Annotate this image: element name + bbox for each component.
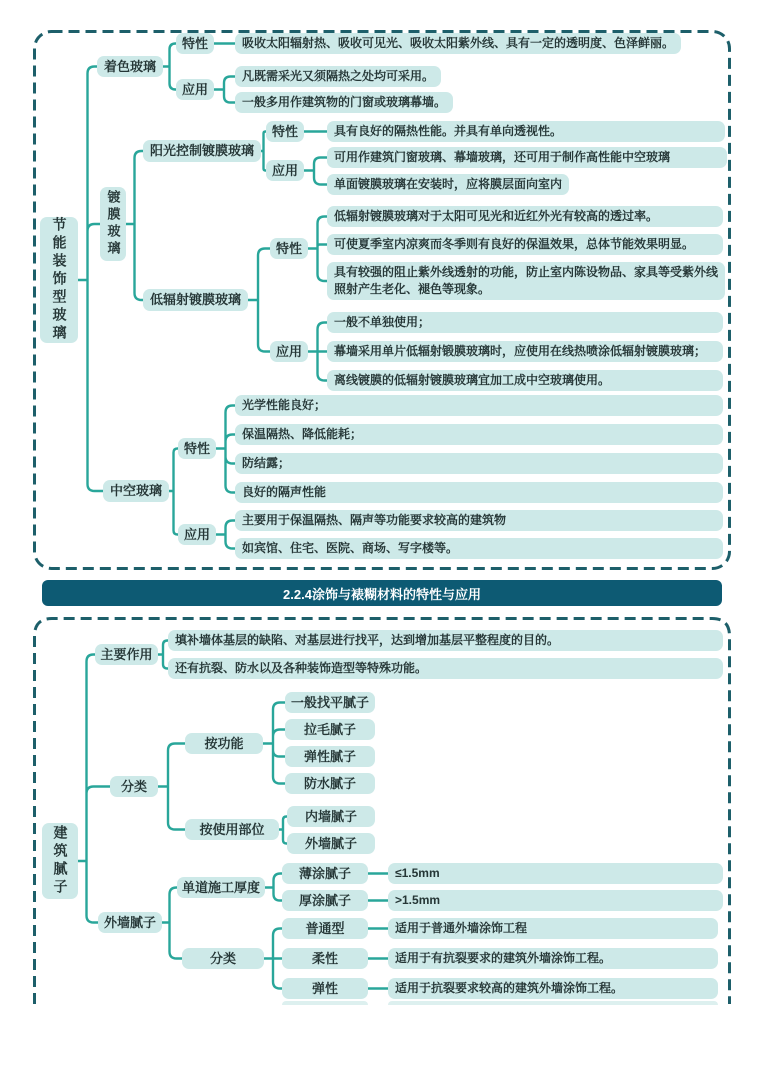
leaf-insulating-feature-3: 防结露； <box>235 453 723 474</box>
leaf-main-function-2: 还有抗裂、防水以及各种装饰造型等特殊功能。 <box>168 658 723 679</box>
leaf-flexible-type-usage: 适用于有抗裂要求的建筑外墙涂饰工程。 <box>388 948 718 969</box>
leaf-insulating-application-2: 如宾馆、住宅、医院、商场、写字楼等。 <box>235 538 723 559</box>
node-features-label: 特性 <box>178 438 216 459</box>
cutoff-node-partial <box>388 1001 718 1005</box>
node-elastic-type: 弹性 <box>282 978 368 999</box>
node-classification: 分类 <box>110 776 158 797</box>
leaf-low-e-application-1: 一般不单独使用； <box>327 312 723 333</box>
leaf-thin-coat-thickness: ≤1.5mm <box>388 863 723 884</box>
leaf-exterior-wall-putty: 外墙腻子 <box>287 833 375 854</box>
leaf-main-function-1: 填补墙体基层的缺陷、对基层进行找平，达到增加基层平整程度的目的。 <box>168 630 723 651</box>
node-application-label: 应用 <box>270 341 308 362</box>
leaf-ordinary-type-usage: 适用于普通外墙涂饰工程 <box>388 918 718 939</box>
leaf-thick-coat-thickness: >1.5mm <box>388 890 723 911</box>
node-coated-glass: 镀膜玻璃 <box>100 187 126 261</box>
node-by-function: 按功能 <box>185 733 263 754</box>
node-features-label: 特性 <box>270 238 308 259</box>
leaf-insulating-feature-4: 良好的隔声性能 <box>235 482 723 503</box>
leaf-interior-wall-putty: 内墙腻子 <box>287 806 375 827</box>
node-ordinary-type: 普通型 <box>282 918 368 939</box>
leaf-insulating-feature-2: 保温隔热、降低能耗； <box>235 424 723 445</box>
node-application-label: 应用 <box>178 524 216 545</box>
node-solar-control-coated-glass: 阳光控制镀膜玻璃 <box>143 140 261 162</box>
node-single-pass-thickness: 单道施工厚度 <box>177 877 265 898</box>
node-insulating-glass: 中空玻璃 <box>103 480 169 502</box>
node-exterior-wall-putty: 外墙腻子 <box>98 912 162 933</box>
node-tinted-glass: 着色玻璃 <box>97 56 163 77</box>
node-features-label: 特性 <box>266 121 304 142</box>
section-banner-title: 2.2.4涂饰与裱糊材料的特性与应用 <box>42 580 722 606</box>
leaf-low-e-feature-3: 具有较强的阻止紫外线透射的功能，防止室内陈设物品、家具等受紫外线照射产生老化、褪色等现象。 <box>327 262 725 300</box>
node-application-label: 应用 <box>266 160 304 181</box>
leaf-waterproof-putty: 防水腻子 <box>285 773 375 794</box>
leaf-tinted-glass-feature: 吸收太阳辐射热、吸收可见光、吸收太阳紫外线、具有一定的透明度、色泽鲜丽。 <box>235 33 681 54</box>
node-application-label: 应用 <box>176 79 214 100</box>
leaf-low-e-feature-2: 可使夏季室内凉爽而冬季则有良好的保温效果，总体节能效果明显。 <box>327 234 723 255</box>
leaf-elastic-type-usage: 适用于抗裂要求较高的建筑外墙涂饰工程。 <box>388 978 718 999</box>
leaf-tinted-glass-application-1: 凡既需采光又须隔热之处均可采用。 <box>235 66 441 87</box>
leaf-tinted-glass-application-2: 一般多用作建筑物的门窗或玻璃幕墙。 <box>235 92 453 113</box>
leaf-low-e-feature-1: 低辐射镀膜玻璃对于太阳可见光和近红外光有较高的透过率。 <box>327 206 723 227</box>
node-root-building-putty: 建筑腻子 <box>42 823 78 899</box>
leaf-insulating-application-1: 主要用于保温隔热、隔声等功能要求较高的建筑物 <box>235 510 723 531</box>
leaf-solar-control-application-1: 可用作建筑门窗玻璃、幕墙玻璃，还可用于制作高性能中空玻璃 <box>327 147 727 168</box>
leaf-textured-putty: 拉毛腻子 <box>285 719 375 740</box>
leaf-solar-control-application-2: 单面镀膜玻璃在安装时，应将膜层面向室内 <box>327 174 569 195</box>
node-exterior-classification: 分类 <box>182 948 264 969</box>
node-thin-coat-putty: 薄涂腻子 <box>282 863 368 884</box>
node-features-label: 特性 <box>176 33 214 54</box>
leaf-low-e-application-2: 幕墙采用单片低辐射锻膜玻璃时，应使用在线热喷涂低辐射镀膜玻璃； <box>327 341 723 362</box>
node-flexible-type: 柔性 <box>282 948 368 969</box>
leaf-solar-control-feature: 具有良好的隔热性能。并具有单向透视性。 <box>327 121 725 142</box>
leaf-elastic-putty: 弹性腻子 <box>285 746 375 767</box>
node-thick-coat-putty: 厚涂腻子 <box>282 890 368 911</box>
leaf-insulating-feature-1: 光学性能良好； <box>235 395 723 416</box>
leaf-low-e-application-3: 离线镀膜的低辐射镀膜玻璃宜加工成中空玻璃使用。 <box>327 370 723 391</box>
node-low-e-coated-glass: 低辐射镀膜玻璃 <box>143 289 248 311</box>
node-by-usage-location: 按使用部位 <box>185 819 279 840</box>
cutoff-node-partial <box>282 1001 368 1005</box>
leaf-leveling-putty: 一般找平腻子 <box>285 692 375 713</box>
node-main-function: 主要作用 <box>95 644 158 665</box>
node-root-energy-decorative-glass: 节能装饰型玻璃 <box>40 217 78 343</box>
